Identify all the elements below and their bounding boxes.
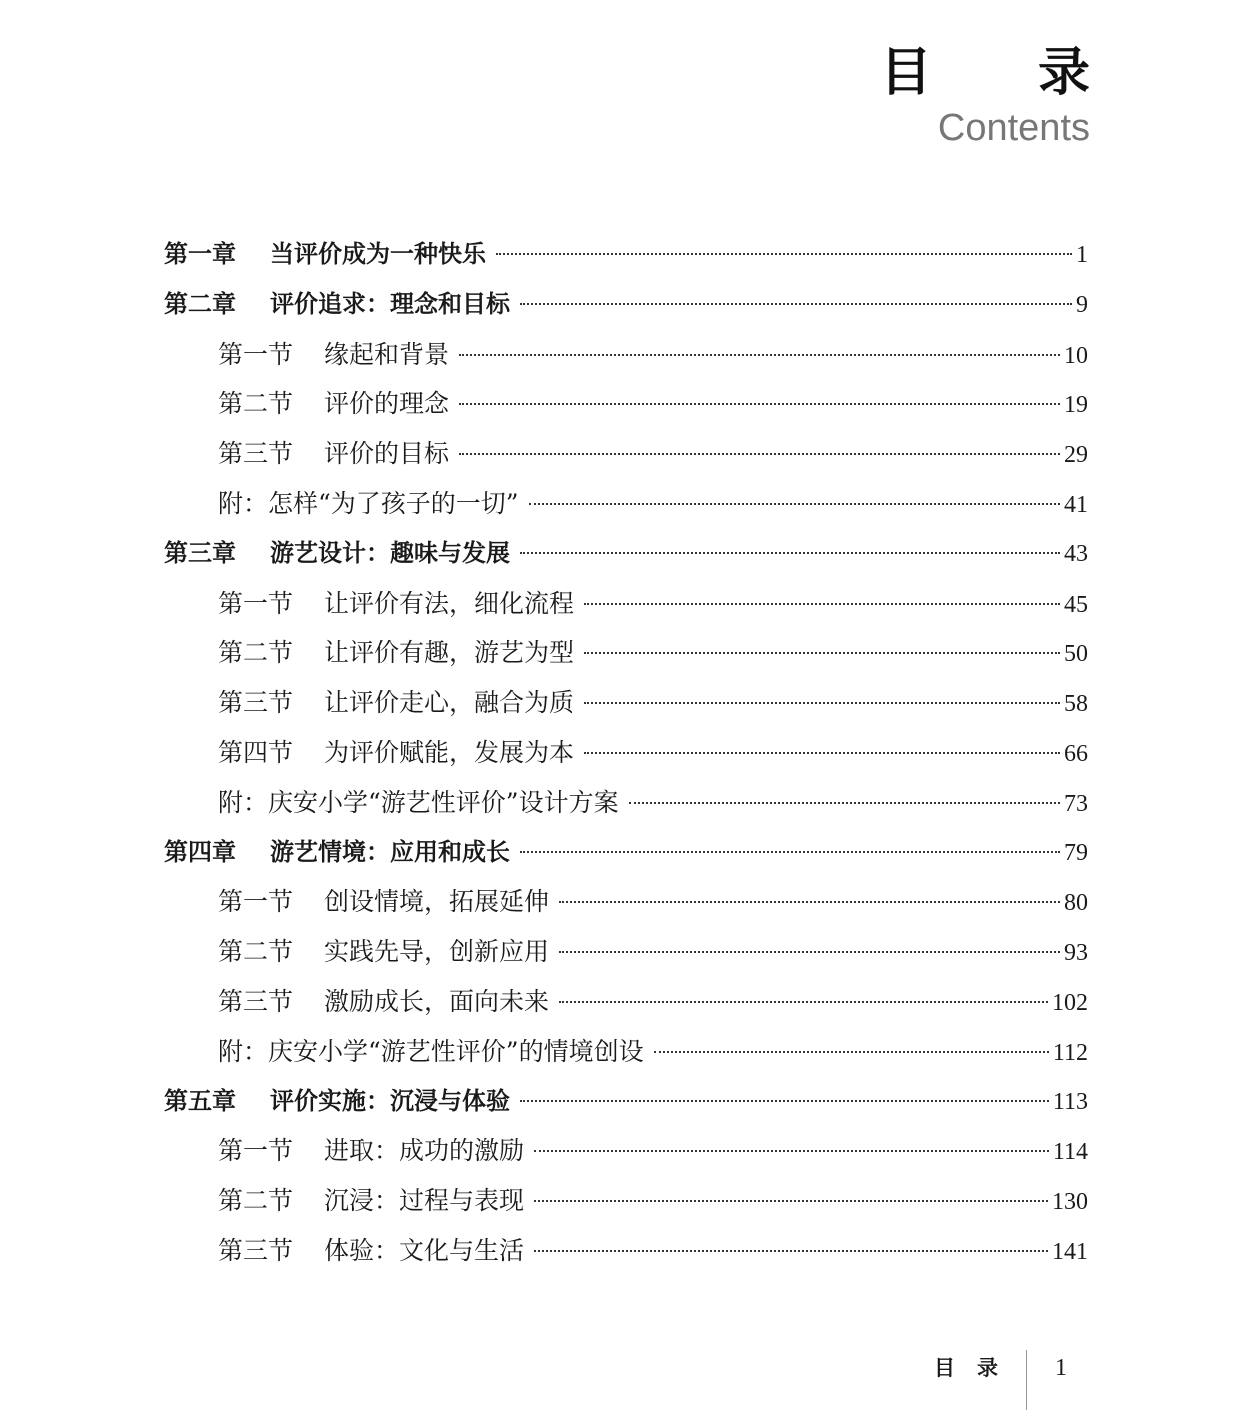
dot-leader (520, 302, 1072, 305)
toc-section-row[interactable] (164, 877, 1088, 927)
dot-leader (584, 602, 1060, 605)
toc-page-number: 73 (1064, 790, 1088, 817)
toc-section-row[interactable] (164, 628, 1088, 678)
dot-leader (584, 651, 1060, 654)
toc-section-row[interactable] (164, 579, 1088, 629)
toc-entry-title: 实践先导，创新应用 (324, 937, 550, 967)
toc-entry-label: 第一节 (218, 339, 294, 369)
toc-page-number: 141 (1052, 1238, 1088, 1265)
footer-divider (1026, 1350, 1027, 1410)
toc-section-row[interactable] (164, 1176, 1088, 1226)
toc-entry-label: 第一章 (164, 240, 236, 268)
toc-section-row[interactable] (164, 479, 1088, 529)
toc-entry-title: 让评价有趣，游艺为型 (324, 638, 575, 668)
toc-entry-title: 评价实施：沉浸与体验 (270, 1086, 510, 1115)
toc-page-number: 93 (1064, 940, 1088, 967)
toc-entry-title: 评价的理念 (324, 389, 450, 419)
dot-leader (520, 551, 1060, 554)
dot-leader (559, 950, 1060, 953)
toc-page-number: 80 (1064, 890, 1088, 917)
page-footer (934, 1350, 1067, 1410)
toc-section-row[interactable] (164, 1126, 1088, 1176)
toc-entry-title: 游艺设计：趣味与发展 (270, 538, 510, 567)
toc-entry-label: 第三节 (218, 986, 294, 1016)
toc-entry-title: 当评价成为一种快乐 (270, 240, 486, 268)
toc-entry-label: 第三节 (218, 688, 294, 718)
toc-entry-title: 进取：成功的激励 (324, 1136, 525, 1166)
toc-chapter-row[interactable] (164, 828, 1088, 878)
toc-section-row[interactable] (164, 379, 1088, 429)
toc-page-number: 112 (1052, 1039, 1088, 1066)
toc-chapter-row[interactable] (164, 280, 1088, 330)
toc-page-number: 29 (1064, 442, 1088, 469)
toc-entry-label: 第四节 (218, 737, 294, 767)
toc-entry-title: 缘起和背景 (324, 339, 450, 369)
toc-section-row[interactable] (164, 778, 1088, 828)
toc-entry-label: 第二节 (218, 389, 294, 419)
toc-section-row[interactable] (164, 728, 1088, 778)
toc-entry-title: 为评价赋能，发展为本 (324, 737, 575, 767)
toc-page-number: 50 (1064, 641, 1088, 668)
toc-entry-title: 激励成长，面向未来 (324, 986, 550, 1016)
toc-chapter-row[interactable] (164, 1077, 1088, 1127)
page-header (879, 42, 1134, 150)
toc-page-number: 19 (1064, 392, 1088, 419)
toc-entry-label: 第一节 (218, 887, 294, 917)
dot-leader (654, 1050, 1049, 1053)
toc-chapter-row[interactable] (164, 230, 1088, 280)
toc-entry-title: 附：怎样“为了孩子的一切” (218, 488, 519, 518)
toc-section-row[interactable] (164, 1027, 1088, 1077)
toc-page-number: 66 (1064, 740, 1088, 767)
toc-entry-label: 第三章 (164, 538, 236, 567)
toc-page-number: 114 (1052, 1139, 1088, 1166)
dot-leader (534, 1149, 1049, 1152)
toc-page-number: 43 (1064, 540, 1088, 567)
toc-entry-title: 让评价走心，融合为质 (324, 688, 575, 718)
dot-leader (534, 1249, 1048, 1252)
page-title: 目 录 (879, 43, 1134, 103)
toc-section-row[interactable] (164, 678, 1088, 728)
toc-page-number: 1 (1076, 242, 1088, 268)
toc-entry-title: 创设情境，拓展延伸 (324, 887, 550, 917)
dot-leader (534, 1199, 1048, 1202)
toc-entry-title: 沉浸：过程与表现 (324, 1186, 525, 1216)
toc-page-number: 113 (1052, 1088, 1088, 1115)
toc-entry-label: 第一节 (218, 588, 294, 618)
table-of-contents (164, 230, 1088, 1276)
toc-entry-label: 第二章 (164, 289, 236, 318)
footer-page-number: 1 (1055, 1355, 1067, 1381)
toc-entry-label: 第五章 (164, 1086, 236, 1115)
toc-entry-title: 评价追求：理念和目标 (270, 289, 510, 318)
dot-leader (584, 701, 1060, 704)
dot-leader (629, 801, 1060, 804)
footer-label: 目录 (934, 1356, 1020, 1380)
toc-page-number: 10 (1064, 342, 1088, 369)
dot-leader (496, 252, 1072, 255)
toc-section-row[interactable] (164, 429, 1088, 479)
toc-entry-title: 评价的目标 (324, 439, 450, 469)
page-subtitle: Contents (937, 107, 1090, 149)
toc-entry-label: 第二节 (218, 1186, 294, 1216)
toc-section-row[interactable] (164, 330, 1088, 380)
dot-leader (459, 402, 1060, 405)
toc-entry-label: 第二节 (218, 937, 294, 967)
toc-page-number: 130 (1052, 1189, 1088, 1216)
toc-entry-label: 第三节 (218, 439, 294, 469)
dot-leader (459, 353, 1060, 356)
dot-leader (584, 751, 1060, 754)
toc-page-number: 79 (1064, 839, 1088, 866)
toc-entry-label: 第一节 (218, 1136, 294, 1166)
toc-entry-title: 游艺情境：应用和成长 (270, 837, 510, 866)
toc-section-row[interactable] (164, 1226, 1088, 1276)
toc-page-number: 102 (1052, 989, 1088, 1016)
toc-section-row[interactable] (164, 927, 1088, 977)
toc-entry-title: 让评价有法，细化流程 (324, 588, 575, 618)
toc-page-number: 9 (1076, 291, 1088, 318)
dot-leader (459, 452, 1060, 455)
dot-leader (520, 850, 1060, 853)
toc-chapter-row[interactable] (164, 529, 1088, 579)
dot-leader (520, 1099, 1049, 1102)
toc-entry-label: 第三节 (218, 1235, 294, 1265)
dot-leader (529, 502, 1060, 505)
toc-entry-title: 附：庆安小学“游艺性评价”的情境创设 (218, 1036, 644, 1066)
dot-leader (559, 900, 1060, 903)
toc-page-number: 45 (1064, 591, 1088, 618)
toc-entry-title: 附：庆安小学“游艺性评价”设计方案 (218, 787, 619, 817)
toc-entry-label: 第四章 (164, 837, 236, 866)
toc-page-number: 41 (1064, 491, 1088, 518)
toc-section-row[interactable] (164, 977, 1088, 1027)
toc-entry-title: 体验：文化与生活 (324, 1235, 525, 1265)
toc-entry-label: 第二节 (218, 638, 294, 668)
toc-page-number: 58 (1064, 691, 1088, 718)
dot-leader (559, 1000, 1048, 1003)
